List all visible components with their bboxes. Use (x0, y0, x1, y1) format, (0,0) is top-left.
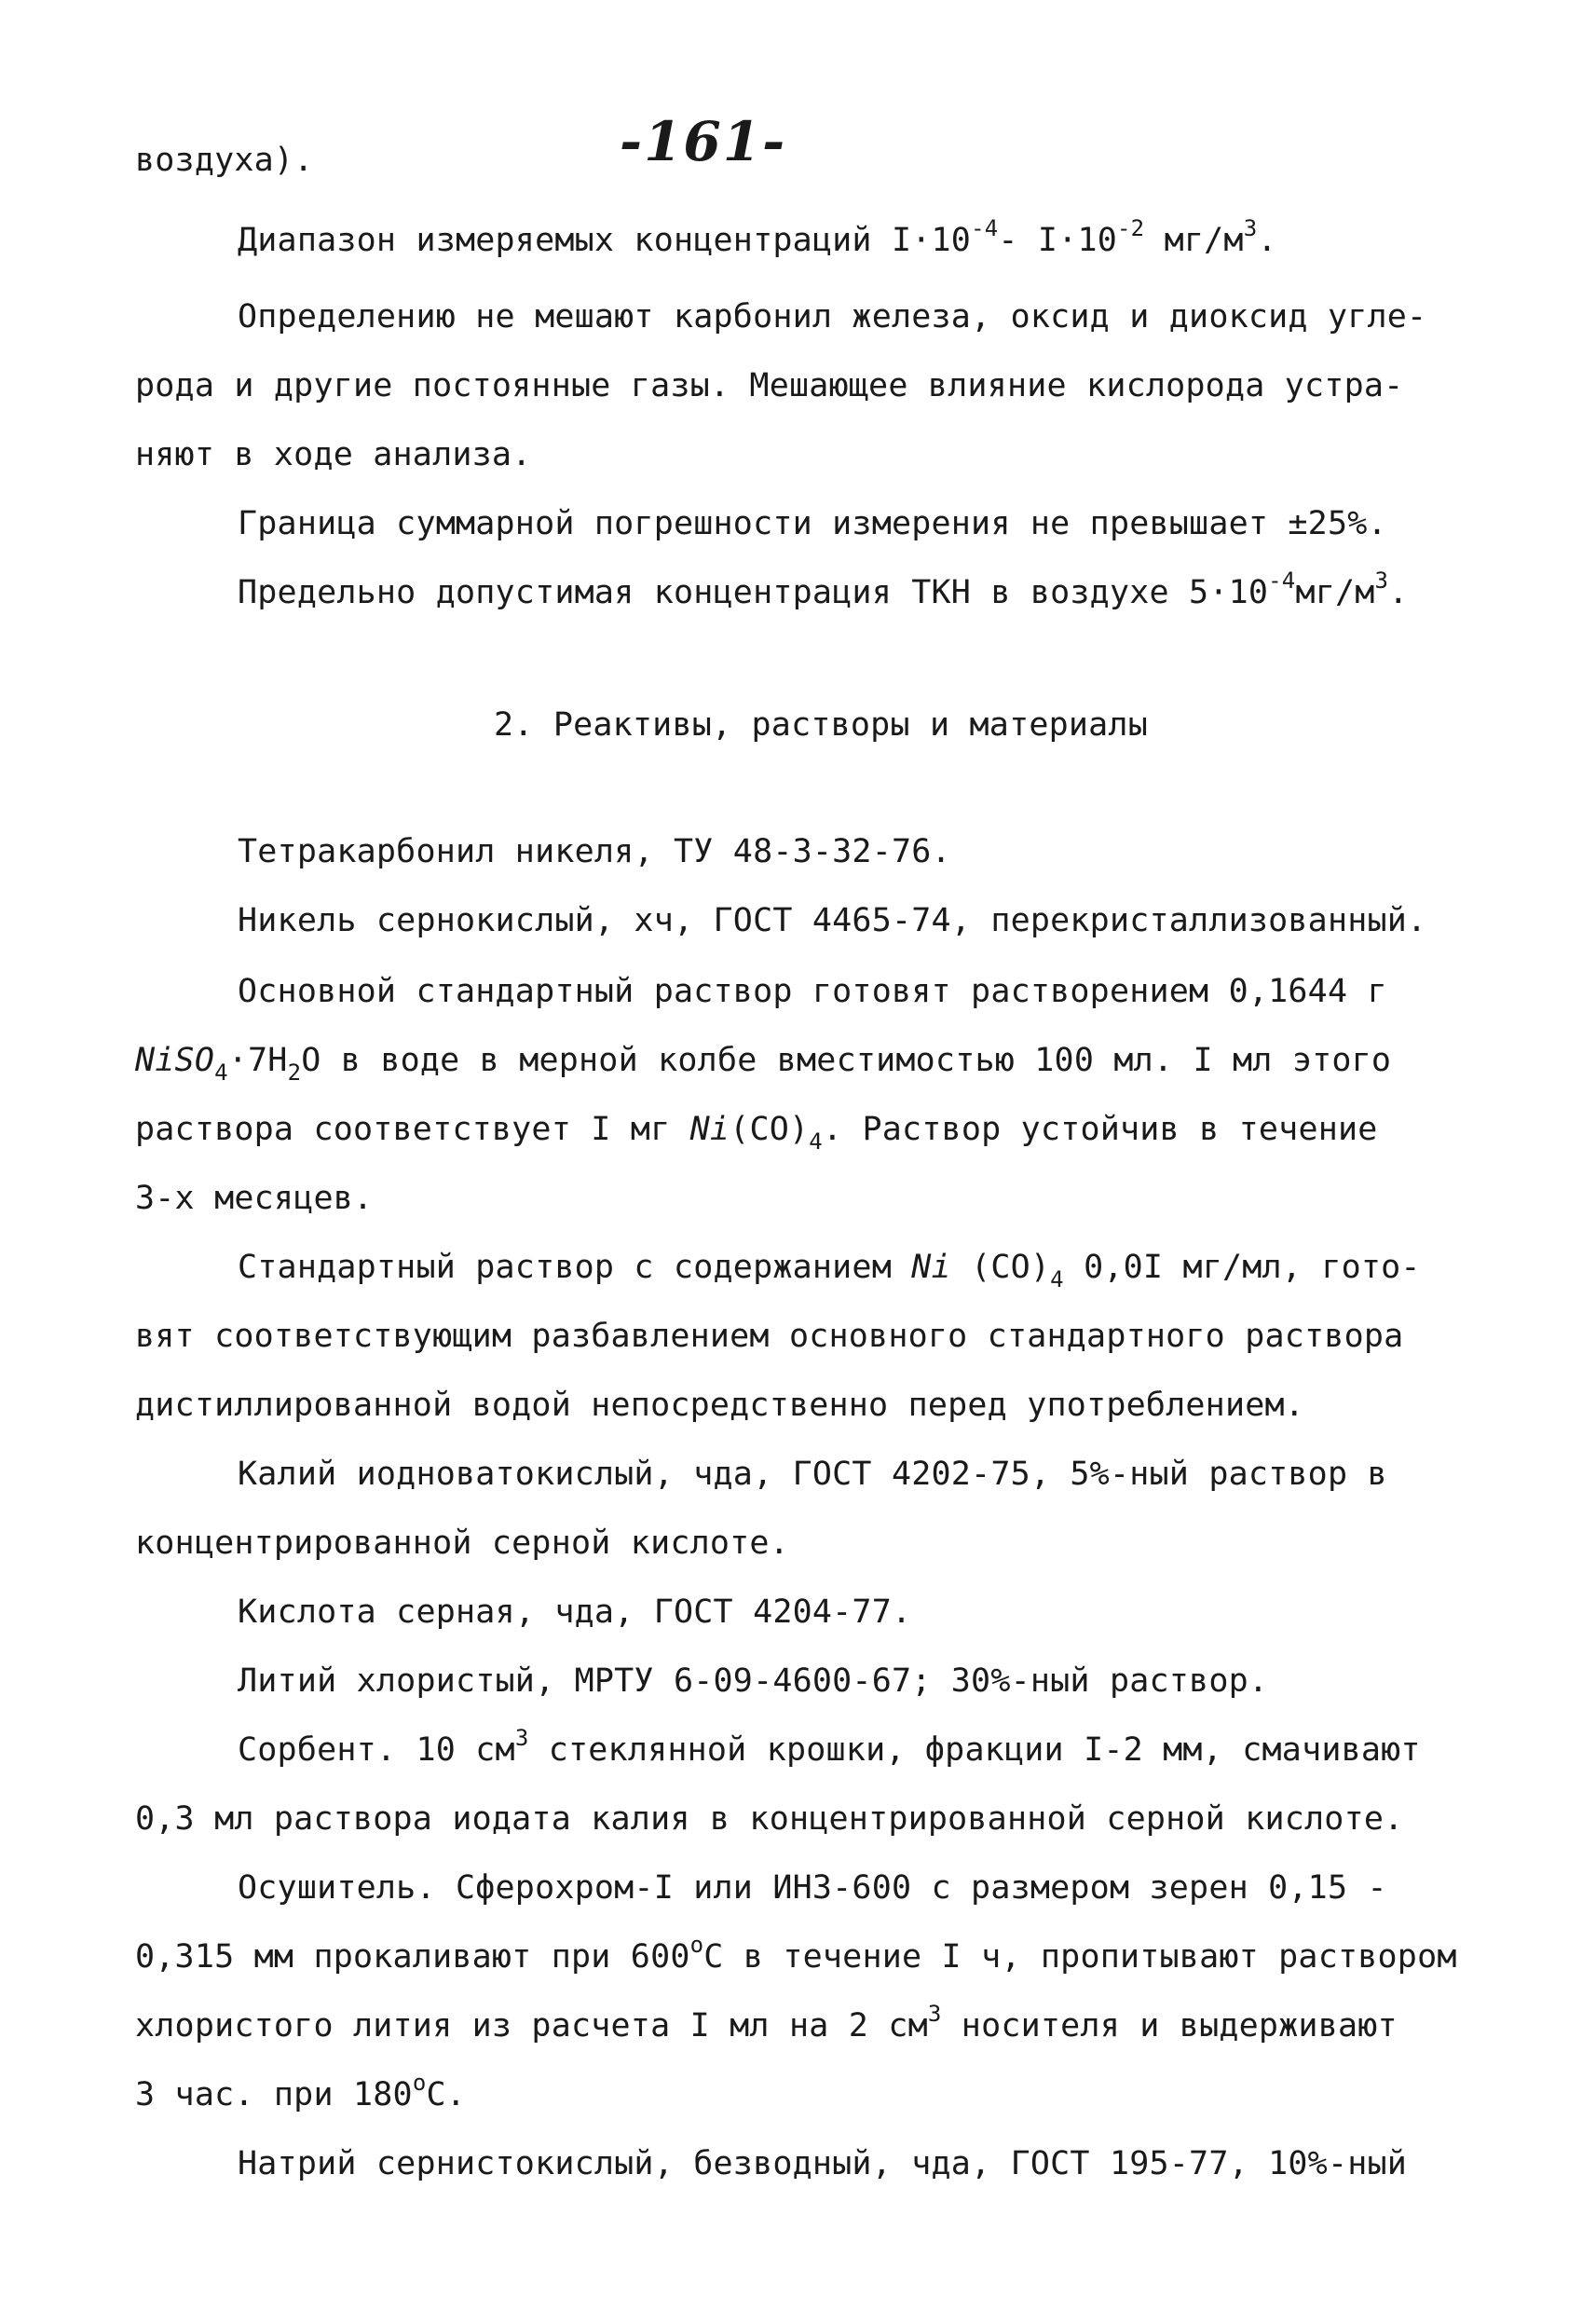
text-line: рода и другие постоянные газы. Мешающее влияние кислорода устра- (135, 367, 1404, 404)
text-line: 0,3 мл раствора иодата калия в концентрированной серной кислоте. (135, 1800, 1404, 1838)
text-line: хлористого лития из расчета I мл на 2 $см^3$ носителя и выдерживают (135, 2001, 1398, 2044)
text-line: Литий хлористый, МРТУ 6-09-4600-67; 30%-ный раствор. (238, 1662, 1269, 1700)
text-line: Никель сернокислый, хч, ГОСТ 4465-74, перекристаллизованный. (238, 902, 1427, 939)
text-line: 3-х месяцев. (135, 1180, 374, 1217)
text-line: раствора соответствует I мг $Ni(CO)_4$. Раствор устойчив в течение (135, 1111, 1378, 1155)
text-line: $NiSO_4\cdot 7H_2O$ в воде в мерной колбе вместимостью 100 мл. I мл этого (135, 1042, 1392, 1086)
text-line: Диапазон измеряемых концентраций $I\cdot 10^{-4}-$ $I\cdot 10^{-2}$ $мг/м^3$. (238, 215, 1277, 259)
text-line: воздуха). (135, 142, 314, 179)
text-line: Осушитель. Сферохром-I или ИНЗ-600 с размером зерен 0,15 - (238, 1869, 1387, 1907)
text-line: Стандартный раствор с содержанием Ni $(CO)_4$ 0,0I мг/мл, гото- (238, 1249, 1421, 1292)
text-line: 0,315 мм прокаливают при 600$^o$С в течение I ч, пропитывают раствором (135, 1932, 1457, 1976)
text-line: Предельно допустимая концентрация ТКН в воздухе $5\cdot 10^{-4}мг/м^3$. (238, 567, 1409, 611)
text-line: Основной стандартный раствор готовят растворением 0,1644 г (238, 973, 1387, 1010)
text-line: 3 час. при 180$^o$С. (135, 2070, 467, 2113)
text-line: Калий иодноватокислый, чда, ГОСТ 4202-75, 5%-ный раствор в (238, 1456, 1387, 1493)
section-heading: 2. Реактивы, растворы и материалы (494, 706, 1148, 744)
text-line: Сорбент. 10 $см^3$ стеклянной крошки, фракции I-2 мм, смачивают (238, 1725, 1421, 1769)
text-line: Определению не мешают карбонил железа, оксид и диоксид угле- (238, 298, 1427, 335)
text-line: вят соответствующим разбавлением основного стандартного раствора (135, 1318, 1404, 1355)
text-line: Кислота серная, чда, ГОСТ 4204-77. (238, 1593, 912, 1631)
text-line: дистиллированной водой непосредственно перед употреблением. (135, 1387, 1305, 1424)
text-line: концентрированной серной кислоте. (135, 1525, 789, 1562)
text-line: няют в ходе анализа. (135, 436, 532, 473)
page-number: -161- (620, 110, 787, 173)
text-line: Граница суммарной погрешности измерения не превышает ±25%. (238, 505, 1387, 542)
text-line: Тетракарбонил никеля, ТУ 48-3-32-76. (238, 833, 951, 870)
text-line: Натрий сернистокислый, безводный, чда, ГОСТ 195-77, 10%-ный (238, 2145, 1408, 2182)
